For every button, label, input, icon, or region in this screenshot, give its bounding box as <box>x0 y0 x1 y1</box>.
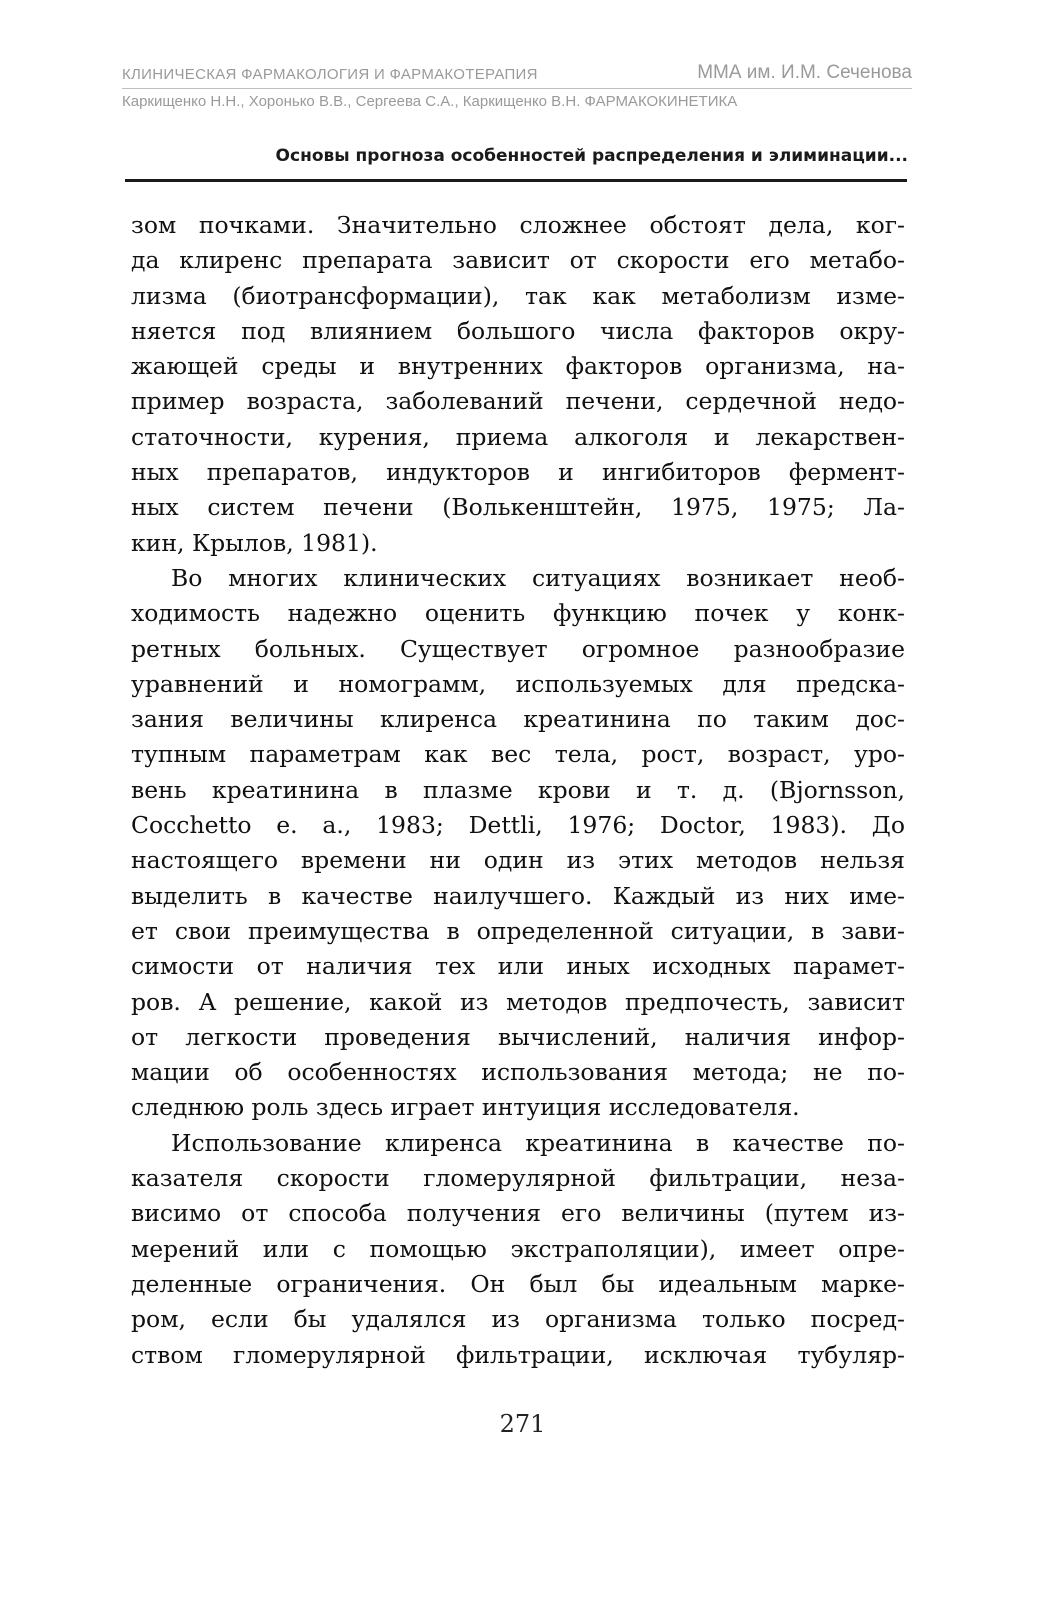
text-line: следнюю роль здесь играет интуиция исследователя. <box>131 1093 800 1122</box>
page-number: 271 <box>499 1410 546 1438</box>
text-line: ных препаратов, индукторов и ингибиторов фермент- <box>131 458 905 487</box>
text-line: кин, Крылов, 1981). <box>131 528 378 557</box>
text-line: вень креатинина в плазме крови и т. д. (Bjornsson, <box>131 775 905 804</box>
text-line: зом почками. Значительно сложнее обстоят дела, ког- <box>131 211 905 239</box>
text-line: ством гломерулярной фильтрации, исключая тубуляр- <box>131 1340 905 1369</box>
text-line: мерений или с помощью экстраполяции), имеет опре- <box>131 1234 905 1263</box>
text-line: няется под влиянием большого числа факторов окру- <box>131 316 905 345</box>
text-line: деленные ограничения. Он был бы идеальным марке- <box>131 1269 905 1298</box>
running-header <box>122 62 912 89</box>
book-title: КЛИНИЧЕСКАЯ ФАРМАКОЛОГИЯ И ФАРМАКОТЕРАПИЯ <box>122 66 538 83</box>
text-line: настоящего времени ни один из этих методов нельзя <box>131 846 905 875</box>
text-line: Во многих клинических ситуациях возникает необ- <box>171 563 905 592</box>
text-line: статочности, курения, приема алкоголя и лекарствен- <box>131 422 905 451</box>
text-line: мации об особенностях использования метода; не по- <box>131 1058 905 1087</box>
text-line: да клиренс препарата зависит от скорости его метабо- <box>131 246 905 275</box>
text-line: ром, если бы удалялся из организма только посред- <box>131 1305 905 1334</box>
text-line: Cocchetto e. a., 1983; Dettli, 1976; Doctor, 1983). До <box>131 811 905 840</box>
title-rule <box>125 179 907 182</box>
text-line: жающей среды и внутренних факторов организма, на- <box>131 352 905 381</box>
text-line: зания величины клиренса креатинина по таким дос- <box>131 705 905 734</box>
text-line: висимо от способа получения его величины (путем из- <box>131 1199 905 1228</box>
text-line: лизма (биотрансформации), так как метаболизм изме- <box>131 281 905 310</box>
text-line: симости от наличия тех или иных исходных парамет- <box>131 952 905 981</box>
text-line: ров. А решение, какой из методов предпочесть, зависит <box>131 987 905 1016</box>
text-line: пример возраста, заболеваний печени, сердечной недо- <box>131 387 905 416</box>
body-text <box>131 208 905 1373</box>
authors-line: Каркищенко Н.Н., Хоронько В.В., Сергеева С.А., Каркищенко В.Н. ФАРМАКОКИНЕТИКА <box>122 93 738 110</box>
text-line: выделить в качестве наилучшего. Каждый из них име- <box>131 881 905 910</box>
text-line: Использование клиренса креатинина в качестве по- <box>171 1128 905 1157</box>
text-line: ходимость надежно оценить функцию почек у конк- <box>131 599 905 628</box>
text-line: ретных больных. Существует огромное разнообразие <box>131 634 905 663</box>
text-line: тупным параметрам как вес тела, рост, возраст, уро- <box>131 740 905 769</box>
text-line: уравнений и номограмм, используемых для предска- <box>131 669 905 698</box>
section-title: Основы прогноза особенностей распределения и элиминации... <box>275 146 908 166</box>
text-line: ных систем печени (Волькенштейн, 1975, 1975; Ла- <box>131 493 905 522</box>
text-line: казателя скорости гломерулярной фильтрации, неза- <box>131 1164 905 1193</box>
text-line: от легкости проведения вычислений, наличия инфор- <box>131 1022 905 1051</box>
text-line: ет свои преимущества в определенной ситуации, в зави- <box>131 916 905 945</box>
institution-name: ММА им. И.М. Сеченова <box>697 62 912 83</box>
